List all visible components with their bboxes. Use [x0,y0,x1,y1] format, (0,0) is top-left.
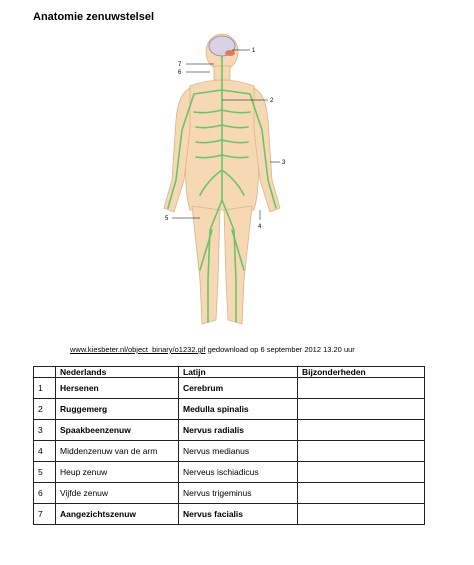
cell-latin: Nerveus ischiadicus [179,462,298,483]
cell-number: 7 [34,504,56,525]
label-6: 6 [178,70,182,76]
label-4: 4 [258,224,262,230]
table-row [34,483,425,504]
header-notes: Bijzonderheden [298,367,425,378]
header-dutch: Nederlands [56,367,179,378]
nervous-system-figure [150,30,310,340]
table-header-row [34,367,425,378]
cell-dutch: Heup zenuw [56,462,179,483]
cell-number: 4 [34,441,56,462]
label-2: 2 [270,98,274,104]
cerebellum [225,50,235,56]
header-number [34,367,56,378]
cell-dutch: Vijfde zenuw [56,483,179,504]
cell-notes[interactable] [298,420,425,441]
cell-number: 5 [34,462,56,483]
table-row [34,462,425,483]
cell-dutch: Spaakbeenzenuw [56,420,179,441]
source-link[interactable]: www.kiesbeter.nl/object_binary/o1232.gif [70,345,206,354]
cell-dutch: Middenzenuw van de arm [56,441,179,462]
cell-number: 3 [34,420,56,441]
cell-latin: Nervus trigeminus [179,483,298,504]
nerve-table [33,366,425,525]
cell-number: 2 [34,399,56,420]
cell-notes[interactable] [298,504,425,525]
cell-number: 1 [34,378,56,399]
cell-dutch: Aangezichtszenuw [56,504,179,525]
source-text: gedownload op 6 september 2012 13.20 uur [205,345,355,354]
cell-dutch: Hersenen [56,378,179,399]
table-row [34,420,425,441]
cell-notes[interactable] [298,399,425,420]
table-row [34,441,425,462]
label-5: 5 [165,216,169,222]
cell-latin: Medulla spinalis [179,399,298,420]
page-title: Anatomie zenuwstelsel [33,11,155,23]
label-7: 7 [178,62,182,68]
cell-latin: Cerebrum [179,378,298,399]
cell-notes[interactable] [298,483,425,504]
cell-dutch: Ruggemerg [56,399,179,420]
cell-latin: Nervus facialis [179,504,298,525]
cell-latin: Nervus radialis [179,420,298,441]
label-3: 3 [282,160,286,166]
source-line [70,345,355,354]
label-1: 1 [252,48,256,54]
cell-number: 6 [34,483,56,504]
header-latin: Latijn [179,367,298,378]
table-row [34,504,425,525]
table-row [34,378,425,399]
cell-latin: Nervus medianus [179,441,298,462]
cell-notes[interactable] [298,441,425,462]
table-row [34,399,425,420]
cell-notes[interactable] [298,462,425,483]
cell-notes[interactable] [298,378,425,399]
